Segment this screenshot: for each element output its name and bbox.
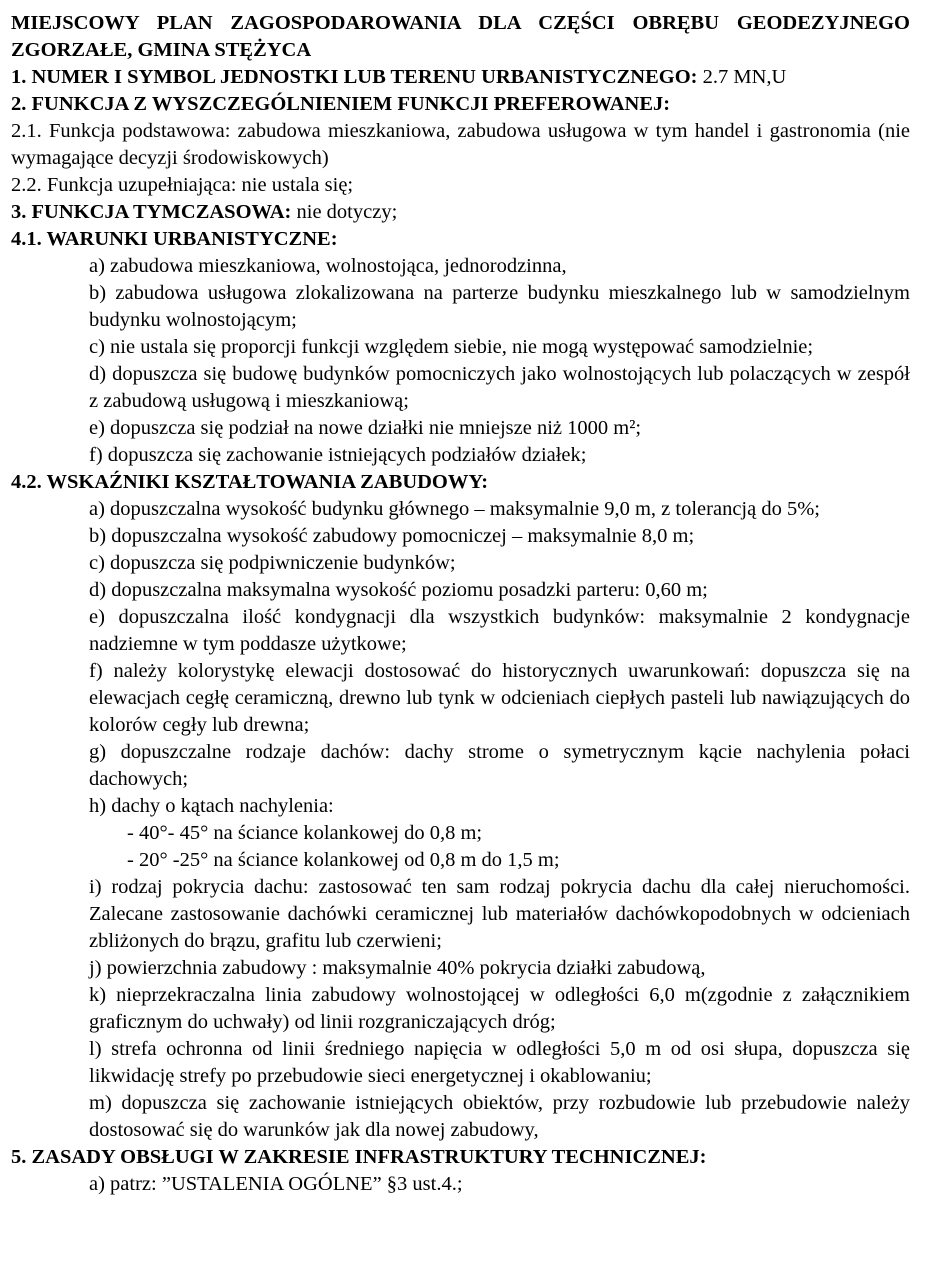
section-4-2-sub-item: - 20° -25° na ściance kolankowej od 0,8 m do 1,5 m; bbox=[127, 849, 560, 871]
section-4-2-item: c) dopuszcza się podpiwniczenie budynków; bbox=[89, 552, 456, 574]
section-4-1-item: b) zabudowa usługowa zlokalizowana na parterze budynku mieszkalnego lub w samodzielnym budynku wolnostojącym; bbox=[89, 282, 910, 331]
section-4-2-item: b) dopuszczalna wysokość zabudowy pomocniczej – maksymalnie 8,0 m; bbox=[89, 525, 695, 547]
section-4-1-heading: 4.1. WARUNKI URBANISTYCZNE: bbox=[11, 228, 338, 250]
section-2-heading: 2. FUNKCJA Z WYSZCZEGÓLNIENIEM FUNKCJI PREFEROWANEJ: bbox=[11, 93, 671, 115]
section-4-2-heading: 4.2. WSKAŹNIKI KSZTAŁTOWANIA ZABUDOWY: bbox=[11, 471, 489, 493]
section-5-heading: 5. ZASADY OBSŁUGI W ZAKRESIE INFRASTRUKTURY TECHNICZNEJ: bbox=[11, 1146, 707, 1168]
section-4-1-item: c) nie ustala się proporcji funkcji względem siebie, nie mogą występować samodzielnie; bbox=[89, 336, 814, 358]
section-4-2-item: h) dachy o kątach nachylenia: bbox=[89, 795, 334, 817]
section-4-2-item: a) dopuszczalna wysokość budynku głównego – maksymalnie 9,0 m, z tolerancją do 5%; bbox=[89, 498, 820, 520]
section-3-value: nie dotyczy; bbox=[291, 201, 398, 223]
section-1 bbox=[11, 64, 910, 91]
section-1-value: 2.7 MN,U bbox=[697, 66, 787, 88]
section-4-2-item: l) strefa ochronna od linii średniego napięcia w odległości 5,0 m od osi słupa, dopuszcza się likwidację strefy po przebudowie sieci energetycznej i okablowaniu; bbox=[89, 1038, 910, 1087]
section-4-1-item: a) zabudowa mieszkaniowa, wolnostojąca, jednorodzinna, bbox=[89, 255, 567, 277]
section-3 bbox=[11, 199, 910, 226]
section-2-2: 2.2. Funkcja uzupełniająca: nie ustala się; bbox=[11, 174, 354, 196]
section-4-2-item: k) nieprzekraczalna linia zabudowy wolnostojącej w odległości 6,0 m(zgodnie z załącznikiem graficznym do uchwały) od linii rozgraniczających dróg; bbox=[89, 984, 910, 1033]
section-4-1-item: f) dopuszcza się zachowanie istniejących podziałów działek; bbox=[89, 444, 587, 466]
section-5-item: a) patrz: ”USTALENIA OGÓLNE” §3 ust.4.; bbox=[89, 1173, 463, 1195]
section-4-2-item: g) dopuszczalne rodzaje dachów: dachy strome o symetrycznym kącie nachylenia połaci dachowych; bbox=[89, 741, 910, 790]
section-2-1: 2.1. Funkcja podstawowa: zabudowa mieszkaniowa, zabudowa usługowa w tym handel i gastronomia (nie wymagające decyzji środowiskowych) bbox=[11, 120, 910, 169]
section-4-2-item: e) dopuszczalna ilość kondygnacji dla wszystkich budynków: maksymalnie 2 kondygnacje nadziemne w tym poddasze użytkowe; bbox=[89, 606, 910, 655]
section-1-label: 1. NUMER I SYMBOL JEDNOSTKI LUB TERENU URBANISTYCZNEGO: bbox=[11, 66, 698, 88]
section-4-2-item: f) należy kolorystykę elewacji dostosować do historycznych uwarunkowań: dopuszcza się na elewacjach cegłę ceramiczną, drewno lub tynk w odcieniach ciepłych pasteli lub nawiązujących do kolorów cegły lub drewna; bbox=[89, 660, 910, 736]
section-4-2-sub-item: - 40°- 45° na ściance kolankowej do 0,8 m; bbox=[127, 822, 483, 844]
section-4-2-item: m) dopuszcza się zachowanie istniejących obiektów, przy rozbudowie lub przebudowie należy dostosować się do warunków jak dla nowej zabudowy, bbox=[89, 1092, 910, 1141]
section-4-1-item: e) dopuszcza się podział na nowe działki nie mniejsze niż 1000 m²; bbox=[89, 417, 642, 439]
document-title: MIEJSCOWY PLAN ZAGOSPODAROWANIA DLA CZĘŚCI OBRĘBU GEODEZYJNEGO ZGORZAŁE, GMINA STĘŻYCA bbox=[11, 12, 910, 61]
section-4-2-item: d) dopuszczalna maksymalna wysokość poziomu posadzki parteru: 0,60 m; bbox=[89, 579, 708, 601]
section-4-1-item: d) dopuszcza się budowę budynków pomocniczych jako wolnostojących lub polaczących w zespół z zabudową usługową i mieszkaniową; bbox=[89, 363, 910, 412]
section-4-2-item: i) rodzaj pokrycia dachu: zastosować ten sam rodzaj pokrycia dachu dla całej nieruchomości. Zalecane zastosowanie dachówki ceramicznej lub materiałów dachówkopodobnych w odcieniach zbliżonych do brązu, grafitu lub czerwieni; bbox=[89, 876, 910, 952]
section-3-label: 3. FUNKCJA TYMCZASOWA: bbox=[11, 201, 292, 223]
section-4-2-item: j) powierzchnia zabudowy : maksymalnie 40% pokrycia działki zabudową, bbox=[89, 957, 706, 979]
